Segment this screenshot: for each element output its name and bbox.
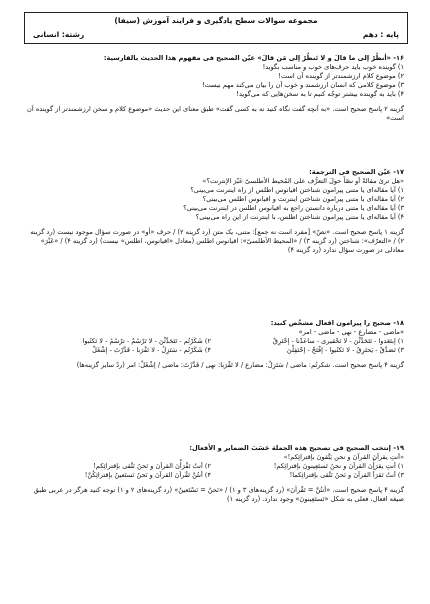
question-19-option-3: ۳) أنتُ تَقرَأُ القرآنَ و نَحنُ نَتَّقی بإقترائِکما! bbox=[289, 471, 404, 479]
header-grade: پایه : دهم bbox=[362, 30, 399, 39]
question-16-option-2: ۲) موضوع کلام ارزشمندتر از گوینده آن است! bbox=[278, 72, 404, 80]
question-19-answer: گزینه ۴ پاسخ صحیح است. «أنتُنَّ = تَقْرأنَ» (رد گزینه‌های ۳ و ۱) / «نَحنُ = نَسْتَعینُ» (رد گزینه‌های ۲ و ۱) توجه کنید هرگز در عربی طبق صیغه افعال، فعلی به شکل «تَستَعِینونَ» وجود ندارد. (رد گزینه ۱) bbox=[33, 486, 404, 503]
question-19-option-4: ۴) أنتُنَّ تَقْرأنَ القرآنَ و نَحنُ نَستَعینُ بإقترائِکُنَّ! bbox=[84, 471, 211, 479]
question-18-option-1: ۱) إبتَعَدوا - تَتَحَدَّثْنَ - لا تَحْقیری - ساعَدْنا - إحْتَرِقْ bbox=[272, 337, 404, 345]
question-16-option-1: ۱) گوینده خوب باید حرف‌های خوب و مناسب بگوید! bbox=[262, 63, 404, 71]
question-17-option-3: ۳) آیا مقاله‌ای یا متنی درباره دانستن راجع به اقیانوس اطلس در اینترنت می‌بینی؟ bbox=[183, 204, 404, 212]
header-field: رشته: انسانی bbox=[33, 30, 85, 39]
question-16 bbox=[26, 54, 404, 123]
question-18-options bbox=[26, 337, 404, 355]
question-17-quote: «هل تریٰ مقالةً أو نصّاً حولَ التعرُّف علی المُحیط الأطلسیّ عَبْرَ الإنترنت؟» bbox=[202, 177, 404, 185]
question-19-stem: ۱۹- إنتخب الصحیح فی تصحیح هذه الجملة حَسَبَ الضمایر و الأفعال: bbox=[189, 444, 404, 452]
question-17-option-1: ۱) آیا مقاله‌ای یا متنی پیرامون شناختن اقیانوس اطلس از راه اینترنت می‌بینی؟ bbox=[190, 186, 404, 194]
question-18-answer: گزینه ۴ پاسخ صحیح است. شکرتُم: ماضی / سَتَزِلُ: مضارع / لا تَقْرَبا: نهی / قَدَّرْتَ: ماضی / إشْغَلْ: امر (ردّ سایر گزینه‌ها) bbox=[76, 361, 404, 369]
question-18-option-4: ۴) شَکَرْتُم - سَتَزِلُ - لا تَقْرَبا - قَدَّرْتَ - إشْغَلْ bbox=[92, 346, 211, 354]
header-title: مجموعه سوالات سطح یادگیری و فرایند آموزش (سیفا) bbox=[114, 16, 318, 25]
question-18-legend: «ماضی - مضارع - نهی - ماضی - امر» bbox=[298, 328, 404, 336]
question-18-stem: ۱۸- صحیح را پیرامون افعال مشخّص کنید: bbox=[270, 319, 404, 327]
question-16-stem: ۱۶- «أنظُرْ إلی ما قالَ و لا تَنظُرْ إلی مَن قالَ» عیّن الصحیح فی مفهوم هذا الحدیث بالفارسیة: bbox=[103, 54, 404, 62]
exam-header bbox=[24, 12, 408, 44]
question-19 bbox=[26, 444, 404, 504]
question-19-quote: «أنتِ یقرأنَ القرآنَ و نحن یَتَّقونَ بإقترائِکم!» bbox=[283, 453, 404, 461]
question-17-answer: گزینه ۱ پاسخ صحیح است. «نصّ» [مفرد است نه جمع]: متنی، یک متن (رد گزینه ۲) / حرف «أو» در صورت سؤال موجود نیست (رد گزینه ۲) / «التعرّف»: شناختن (رد گزینه ۳) / «المحیط الأطلسیّ»: اقیانوس اطلس (معادل «اقیانوس، اطلس» نیست) (رد گزینه ۴) / «عَبْرَ» معادلی در صورت سؤال ندارد (رد گزینه ۴) bbox=[30, 228, 404, 254]
question-18-option-3: ۳) تَصَدَّقْ - یَحتَرِقُ - لا تَکتُبوا - إفْتَحْ - إحْتَفِلْنَ bbox=[286, 346, 404, 354]
question-17 bbox=[26, 168, 404, 255]
question-19-option-1: ۱) أنتِ یقرَأْنَ القرآنَ و نحنُ تَستَعِینونَ بإقترائِکم! bbox=[273, 462, 404, 470]
question-16-option-3: ۳) موضوع کلامی که انسان ارزشمند و خوب آن را بیان می‌کند مهم نیست! bbox=[201, 81, 404, 89]
question-16-option-4: ۴) باید به گوینده بیشتر توجّه کنیم تا به سخن‌هایی که می‌گوید! bbox=[236, 90, 404, 98]
question-16-answer: گزینه ۲ پاسخ صحیح است. «به آنچه گفت نگاه کنید نه به کسی گفت» طبق معنای این حدیث «موضوع کلام و سخن ارزشمندتر از گوینده آن است» bbox=[27, 105, 404, 122]
question-18-option-2: ۲) شَکَرْتُم - تَتَحَدَّثْنَ - لا تَرْسُمْ - ترْسُمُ - لا تَکتُبوا bbox=[82, 337, 211, 345]
question-17-option-4: ۴) آیا مقاله‌ای یا متنی پیرامون شناختن اطلس، با اینترنت از این راه می‌بینی؟ bbox=[195, 213, 404, 221]
question-17-stem: ۱۷- عیّن الصحیح فی الترجمة: bbox=[309, 168, 404, 176]
question-18 bbox=[26, 319, 404, 370]
question-17-option-2: ۲) آیا مقاله‌ای یا متنی پیرامون شناختن اینترنت و اقیانوس اطلس می‌بینی؟ bbox=[202, 195, 404, 203]
question-19-option-2: ۲) أنتُ تَقْرَأْنَ القرآنَ و نَحنُ نَتَّقی بإقترائِکم! bbox=[93, 462, 211, 470]
question-19-options bbox=[26, 462, 404, 480]
